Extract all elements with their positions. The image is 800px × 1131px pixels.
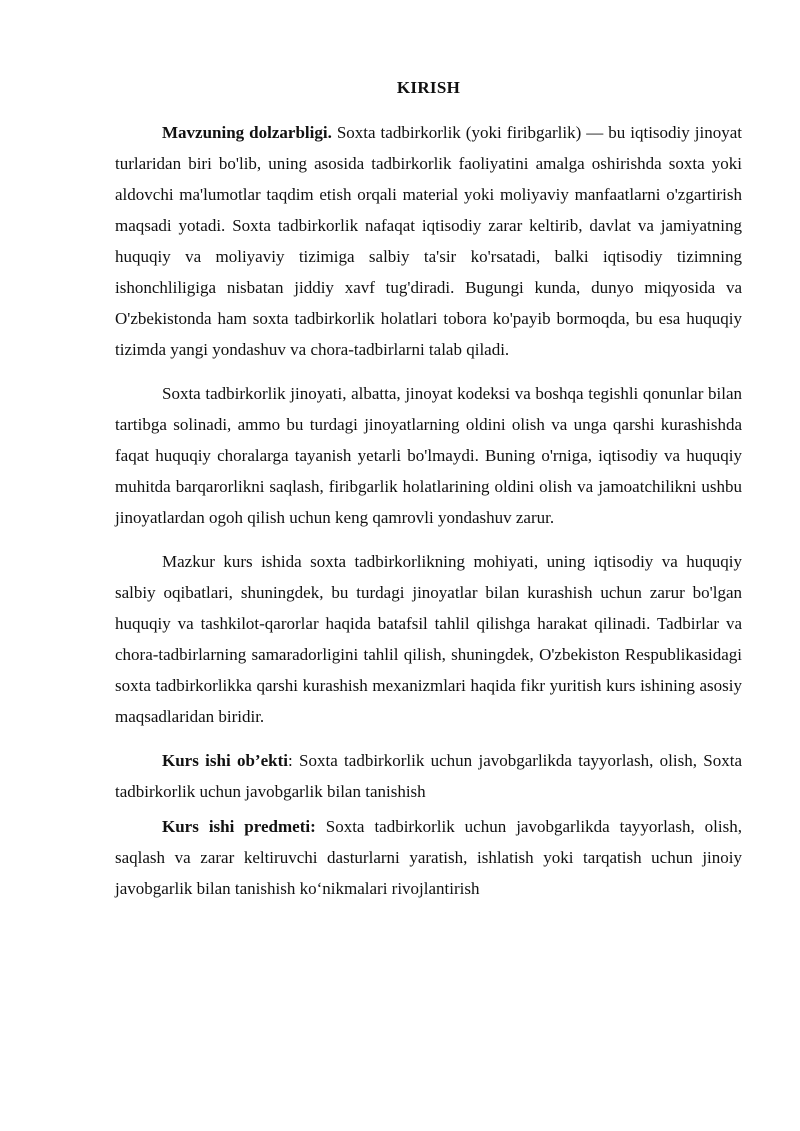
paragraph-text: Soxta tadbirkorlik jinoyati, albatta, jinoyat kodeksi va boshqa tegishli qonunlar bilan tartibga solinadi, ammo bu turdagi jinoyatlarning oldini olish va unga qarshi kurashishda faqat huquqiy choralarga tayanish yetarli bo'lmaydi. Buning o'rniga, iqtisodiy va huquqiy muhitda barqarorlikni saqlash, firibgarlik holatlarining oldini olish va jamoatchilikni ushbu jinoyatlardan ogoh qilish uchun keng qamrovli yondashuv zarur. [115,384,742,527]
document-body [115,72,742,917]
page-title: KIRISH [396,78,461,97]
paragraph-course-aims [115,546,742,732]
paragraph-subject [115,811,742,904]
paragraph-legal-regulation [115,378,742,533]
paragraph-text: : Soxta tadbirkorlik uchun javobgarlikda tayyorlash, olish, Soxta tadbirkorlik uchun javobgarlik bilan tanishish [115,751,742,801]
paragraph-text: Soxta tadbirkorlik (yoki firibgarlik) — bu iqtisodiy jinoyat turlaridan biri bo'lib, uning asosida tadbirkorlik faoliyatini amalga oshirishda soxta yoki aldovchi ma'lumotlar taqdim etish orqali material yoki moliyaviy manfaatlarni o'zgartirish maqsadi yotadi. Soxta tadbirkorlik nafaqat iqtisodiy zarar keltirib, davlat va jamiyatning huquqiy va moliyaviy tizimiga salbiy ta'sir ko'rsatadi, balki iqtisodiy tizimning ishonchliligiga nisbatan jiddiy xavf tug'diradi. Bugungi kunda, dunyo miqyosida va O'zbekistonda ham soxta tadbirkorlik holatlari tobora ko'payib bormoqda, bu esa huquqiy tizimda yangi yondashuv va chora-tadbirlarni talab qiladi. [115,123,742,359]
paragraph-lead: Kurs ishi predmeti: [162,817,316,836]
paragraph-lead: Mavzuning dolzarbligi. [162,123,332,142]
paragraph-text: Soxta tadbirkorlik uchun javobgarlikda tayyorlash, olish, saqlash va zarar keltiruvchi dasturlarni yaratish, ishlatish yoki tarqatish uchun jinoiy javobgarlik bilan tanishish ko‘nikmalari rivojlantirish [115,817,742,898]
paragraph-relevance [115,117,742,365]
paragraph-object [115,745,742,807]
paragraph-lead: Kurs ishi ob’ekti [162,751,288,770]
paragraph-text: Mazkur kurs ishida soxta tadbirkorlikning mohiyati, uning iqtisodiy va huquqiy salbiy oqibatlari, shuningdek, bu turdagi jinoyatlar bilan kurashish uchun zarur bo'lgan huquqiy va tashkilot-qarorlar haqida batafsil tahlil qilishga harakat qilinadi. Tadbirlar va chora-tadbirlarning samaradorligini tahlil qilish, shuningdek, O'zbekiston Respublikasidagi soxta tadbirkorlikka qarshi kurashish mexanizmlari haqida fikr yuritish kurs ishining asosiy maqsadlaridan biridir. [115,552,742,726]
